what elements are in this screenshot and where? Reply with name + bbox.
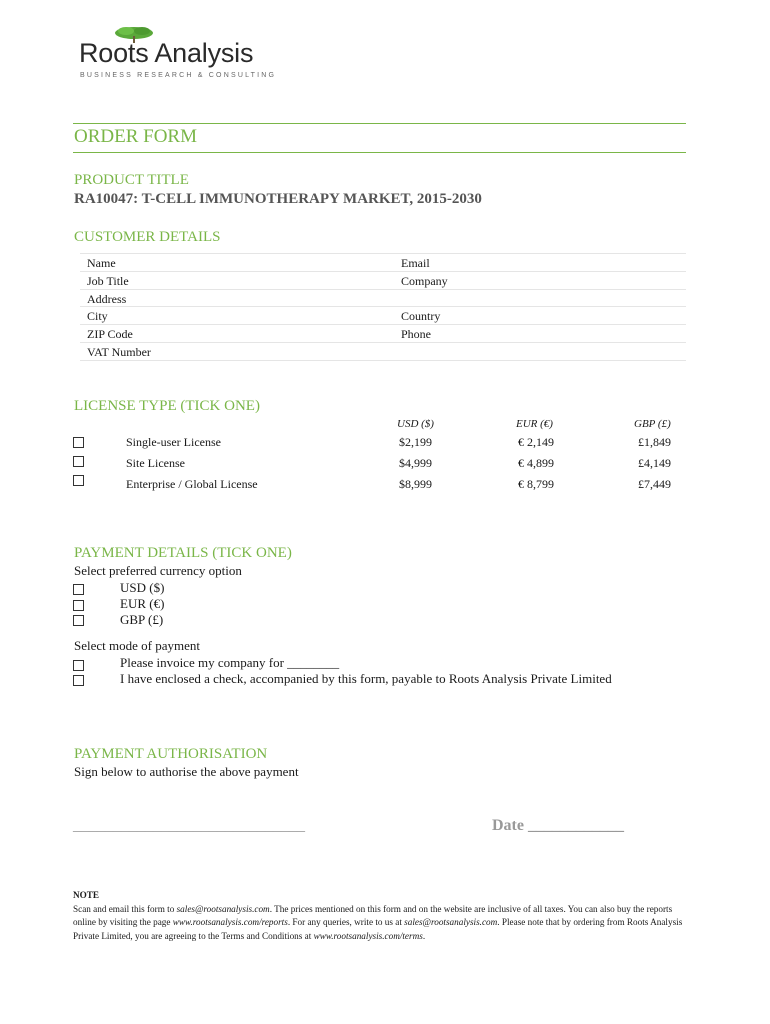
note-section <box>73 889 693 943</box>
price-eur: € 4,899 <box>518 456 554 470</box>
price-eur: € 8,799 <box>518 477 554 491</box>
note-email-link[interactable]: sales@rootsanalysis.com <box>176 903 270 914</box>
license-name: Site License <box>126 456 185 470</box>
logo-tagline: BUSINESS RESEARCH & CONSULTING <box>80 72 277 79</box>
license-name: Single-user License <box>126 435 221 449</box>
note-text: . For any queries, write to us at <box>287 917 405 927</box>
logo-wordmark: Roots Analysis <box>79 38 254 68</box>
note-email-link[interactable]: sales@rootsanalysis.com <box>404 917 498 927</box>
field-label-country: Country <box>401 309 441 323</box>
currency-label: EUR (€) <box>120 596 165 611</box>
customer-row[interactable] <box>80 271 686 289</box>
field-label-city: City <box>87 309 108 323</box>
column-header-usd: USD ($) <box>397 418 434 430</box>
license-row <box>72 475 692 493</box>
currency-checkbox-eur[interactable] <box>73 600 84 611</box>
form-title: ORDER FORM <box>74 126 197 147</box>
license-name: Enterprise / Global License <box>126 477 258 491</box>
license-row <box>72 454 692 472</box>
license-checkbox-enterprise[interactable] <box>73 475 84 486</box>
license-heading: LICENSE TYPE (TICK ONE) <box>74 398 260 414</box>
field-label-vat: VAT Number <box>87 345 151 359</box>
price-gbp: £7,449 <box>638 477 671 491</box>
column-header-gbp: GBP (£) <box>634 418 671 430</box>
note-body <box>73 903 693 944</box>
price-gbp: £4,149 <box>638 456 671 470</box>
customer-row[interactable] <box>80 289 686 307</box>
date-field[interactable]: Date ____________ <box>492 817 624 834</box>
customer-row[interactable] <box>80 306 686 324</box>
customer-row[interactable] <box>80 253 686 271</box>
price-usd: $4,999 <box>399 456 432 470</box>
customer-row[interactable] <box>80 324 686 342</box>
field-label-company: Company <box>401 274 448 288</box>
field-label-address: Address <box>87 292 127 306</box>
mode-label-invoice: Please invoice my company for ________ <box>120 655 340 670</box>
note-text: Scan and email this form to <box>73 903 177 914</box>
field-label-name: Name <box>87 256 116 270</box>
price-eur: € 2,149 <box>518 435 554 449</box>
payment-heading: PAYMENT DETAILS (TICK ONE) <box>74 545 292 561</box>
mode-label-check: I have enclosed a check, accompanied by this form, payable to Roots Analysis Private Limited <box>120 671 612 686</box>
authorisation-heading: PAYMENT AUTHORISATION <box>74 746 268 762</box>
note-text: . Please note that by ordering from Roots Analysis Private Limited, you are agreeing to the Terms and Conditions at <box>73 917 683 941</box>
signature-line[interactable]: _____________________________ <box>73 817 305 834</box>
currency-label: GBP (£) <box>120 612 164 627</box>
note-reports-link[interactable]: www.rootsanalysis.com/reports <box>172 917 288 927</box>
field-label-job-title: Job Title <box>87 274 129 288</box>
mode-checkbox-invoice[interactable] <box>73 660 84 671</box>
currency-checkbox-gbp[interactable] <box>73 615 84 626</box>
product-heading: PRODUCT TITLE <box>74 172 189 188</box>
product-title: RA10047: T-CELL IMMUNOTHERAPY MARKET, 2015-2030 <box>74 191 482 207</box>
customer-heading: CUSTOMER DETAILS <box>74 229 221 245</box>
title-rule-top <box>73 123 686 124</box>
note-text: . The prices mentioned on this form and on the website are inclusive of all taxes. You can also buy the reports online by visiting the page <box>73 903 673 927</box>
license-row <box>72 433 692 451</box>
license-checkbox-site[interactable] <box>73 456 84 467</box>
customer-row[interactable] <box>80 342 686 361</box>
currency-prompt: Select preferred currency option <box>74 563 242 578</box>
price-usd: $8,999 <box>399 477 432 491</box>
price-gbp: £1,849 <box>638 435 671 449</box>
note-terms-link[interactable]: www.rootsanalysis.com/terms <box>313 930 423 941</box>
note-text: . <box>422 930 426 941</box>
field-label-zip: ZIP Code <box>87 327 133 341</box>
field-label-phone: Phone <box>401 327 431 341</box>
column-header-eur: EUR (€) <box>516 418 553 430</box>
note-heading: NOTE <box>73 890 100 900</box>
price-usd: $2,199 <box>399 435 432 449</box>
license-checkbox-single-user[interactable] <box>73 437 84 448</box>
currency-label: USD ($) <box>120 580 165 595</box>
mode-prompt: Select mode of payment <box>74 638 200 653</box>
mode-checkbox-check[interactable] <box>73 675 84 686</box>
field-label-email: Email <box>401 256 430 270</box>
authorisation-instruction: Sign below to authorise the above payment <box>74 764 299 779</box>
currency-checkbox-usd[interactable] <box>73 584 84 595</box>
title-rule-bottom <box>73 152 686 153</box>
